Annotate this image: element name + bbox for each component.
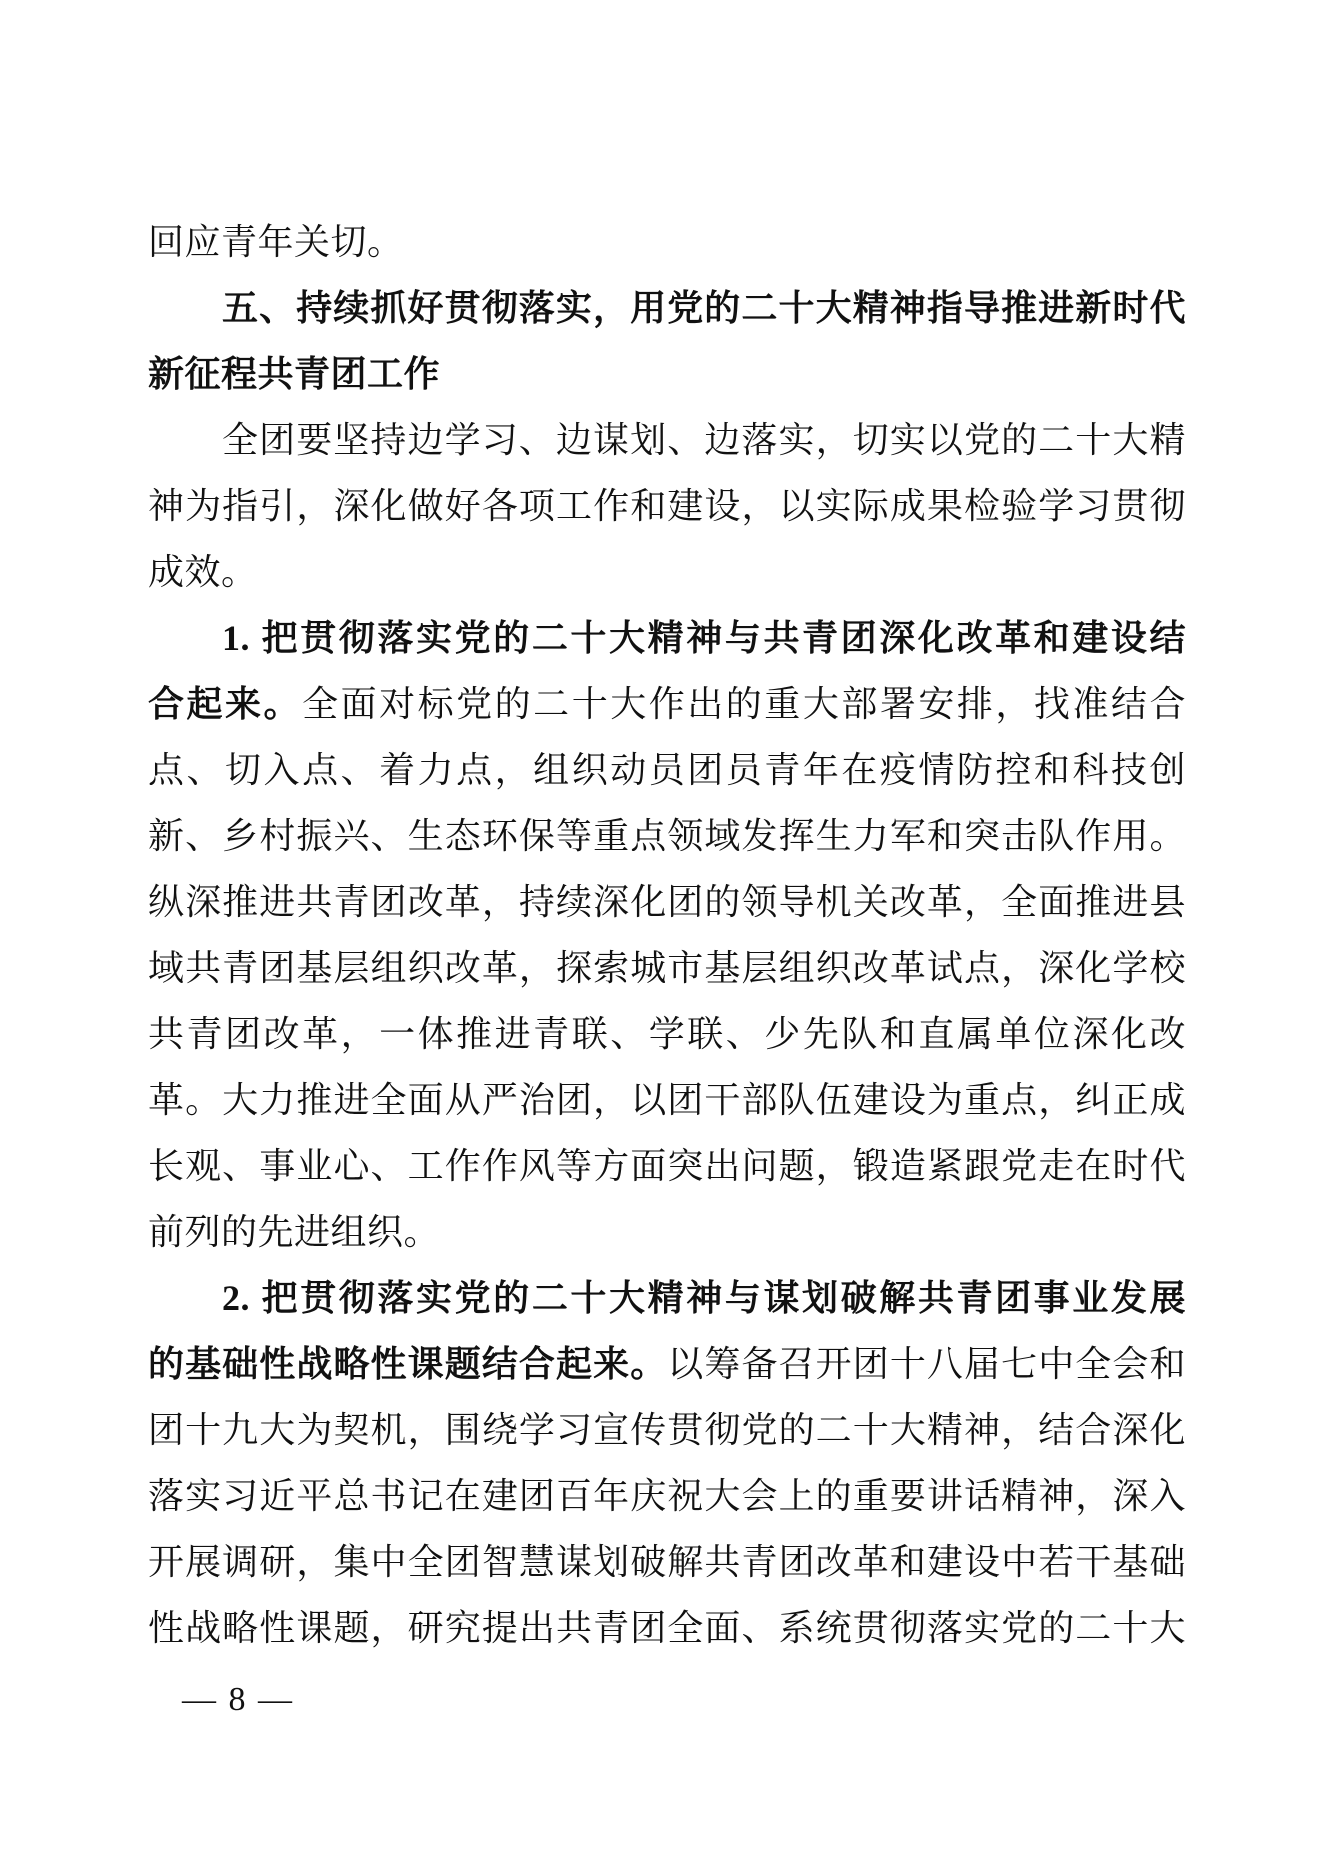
body-text: 团十九大为契机，围绕学习宣传贯彻党的二十大精神，结合深化 <box>148 1410 1186 1450</box>
body-text: 落实习近平总书记在建团百年庆祝大会上的重要讲话精神，深入 <box>148 1476 1186 1516</box>
body-text: 开展调研，集中全团智慧谋划破解共青团改革和建设中若干基础 <box>148 1542 1186 1582</box>
emphasis-text: 1. 把贯彻落实党的二十大精神与共青团深化改革和建设结 <box>222 618 1186 658</box>
body-text: 前列的先进组织。 <box>148 1212 441 1252</box>
body-text: 域共青团基层组织改革，探索城市基层组织改革试点，深化学校 <box>148 948 1186 988</box>
text-line <box>148 1397 1186 1463</box>
emphasis-text: 2. 把贯彻落实党的二十大精神与谋划破解共青团事业发展 <box>222 1278 1186 1318</box>
body-text: 革。大力推进全面从严治团，以团干部队伍建设为重点，纠正成 <box>148 1080 1186 1120</box>
body-text: 纵深推进共青团改革，持续深化团的领导机关改革，全面推进县 <box>148 882 1186 922</box>
text-line <box>148 407 1186 473</box>
text-line <box>148 1001 1186 1067</box>
text-line <box>148 803 1186 869</box>
text-line <box>148 1133 1186 1199</box>
text-line <box>148 737 1186 803</box>
text-line <box>148 1595 1186 1661</box>
text-line <box>148 539 1186 605</box>
paragraph-continuation <box>148 209 1186 275</box>
body-text: 长观、事业心、工作作风等方面突出问题，锻造紧跟党走在时代 <box>148 1146 1186 1186</box>
text-line <box>148 605 1186 671</box>
body-text: 成效。 <box>148 552 258 592</box>
text-line <box>148 1331 1186 1397</box>
body-text: 全面对标党的二十大作出的重大部署安排，找准结合 <box>302 684 1186 724</box>
text-line <box>148 1067 1186 1133</box>
paragraph-item-2 <box>148 1265 1186 1661</box>
text-line <box>148 341 1186 407</box>
emphasis-text: 新征程共青团工作 <box>148 353 441 394</box>
text-line <box>148 209 1186 275</box>
body-text: 新、乡村振兴、生态环保等重点领域发挥生力军和突击队作用。 <box>148 816 1186 856</box>
text-line <box>148 1529 1186 1595</box>
body-text: 性战略性课题，研究提出共青团全面、系统贯彻落实党的二十大 <box>148 1608 1186 1648</box>
emphasis-text: 的基础性战略性课题结合起来。 <box>148 1344 668 1384</box>
document-content <box>148 209 1186 1661</box>
paragraph-overview <box>148 407 1186 605</box>
text-line <box>148 275 1186 341</box>
text-line <box>148 671 1186 737</box>
body-text: 神为指引，深化做好各项工作和建设，以实际成果检验学习贯彻 <box>148 486 1186 526</box>
text-line <box>148 869 1186 935</box>
section-heading <box>148 275 1186 407</box>
body-text: 共青团改革，一体推进青联、学联、少先队和直属单位深化改 <box>148 1014 1186 1054</box>
emphasis-text: 合起来。 <box>148 684 303 724</box>
text-line <box>148 1265 1186 1331</box>
page-number <box>182 1678 294 1722</box>
body-text: 以筹备召开团十八届七中全会和 <box>667 1344 1186 1384</box>
body-text: 点、切入点、着力点，组织动员团员青年在疫情防控和科技创 <box>148 750 1186 790</box>
paragraph-item-1 <box>148 605 1186 1265</box>
emphasis-text: 五、持续抓好贯彻落实，用党的二十大精神指导推进新时代 <box>222 287 1186 328</box>
text-line <box>148 1199 1186 1265</box>
page-number-text: — 8 — <box>182 1681 294 1718</box>
text-line <box>148 935 1186 1001</box>
body-text: 回应青年关切。 <box>148 222 404 262</box>
text-line <box>148 1463 1186 1529</box>
body-text: 全团要坚持边学习、边谋划、边落实，切实以党的二十大精 <box>222 420 1186 460</box>
text-line <box>148 473 1186 539</box>
